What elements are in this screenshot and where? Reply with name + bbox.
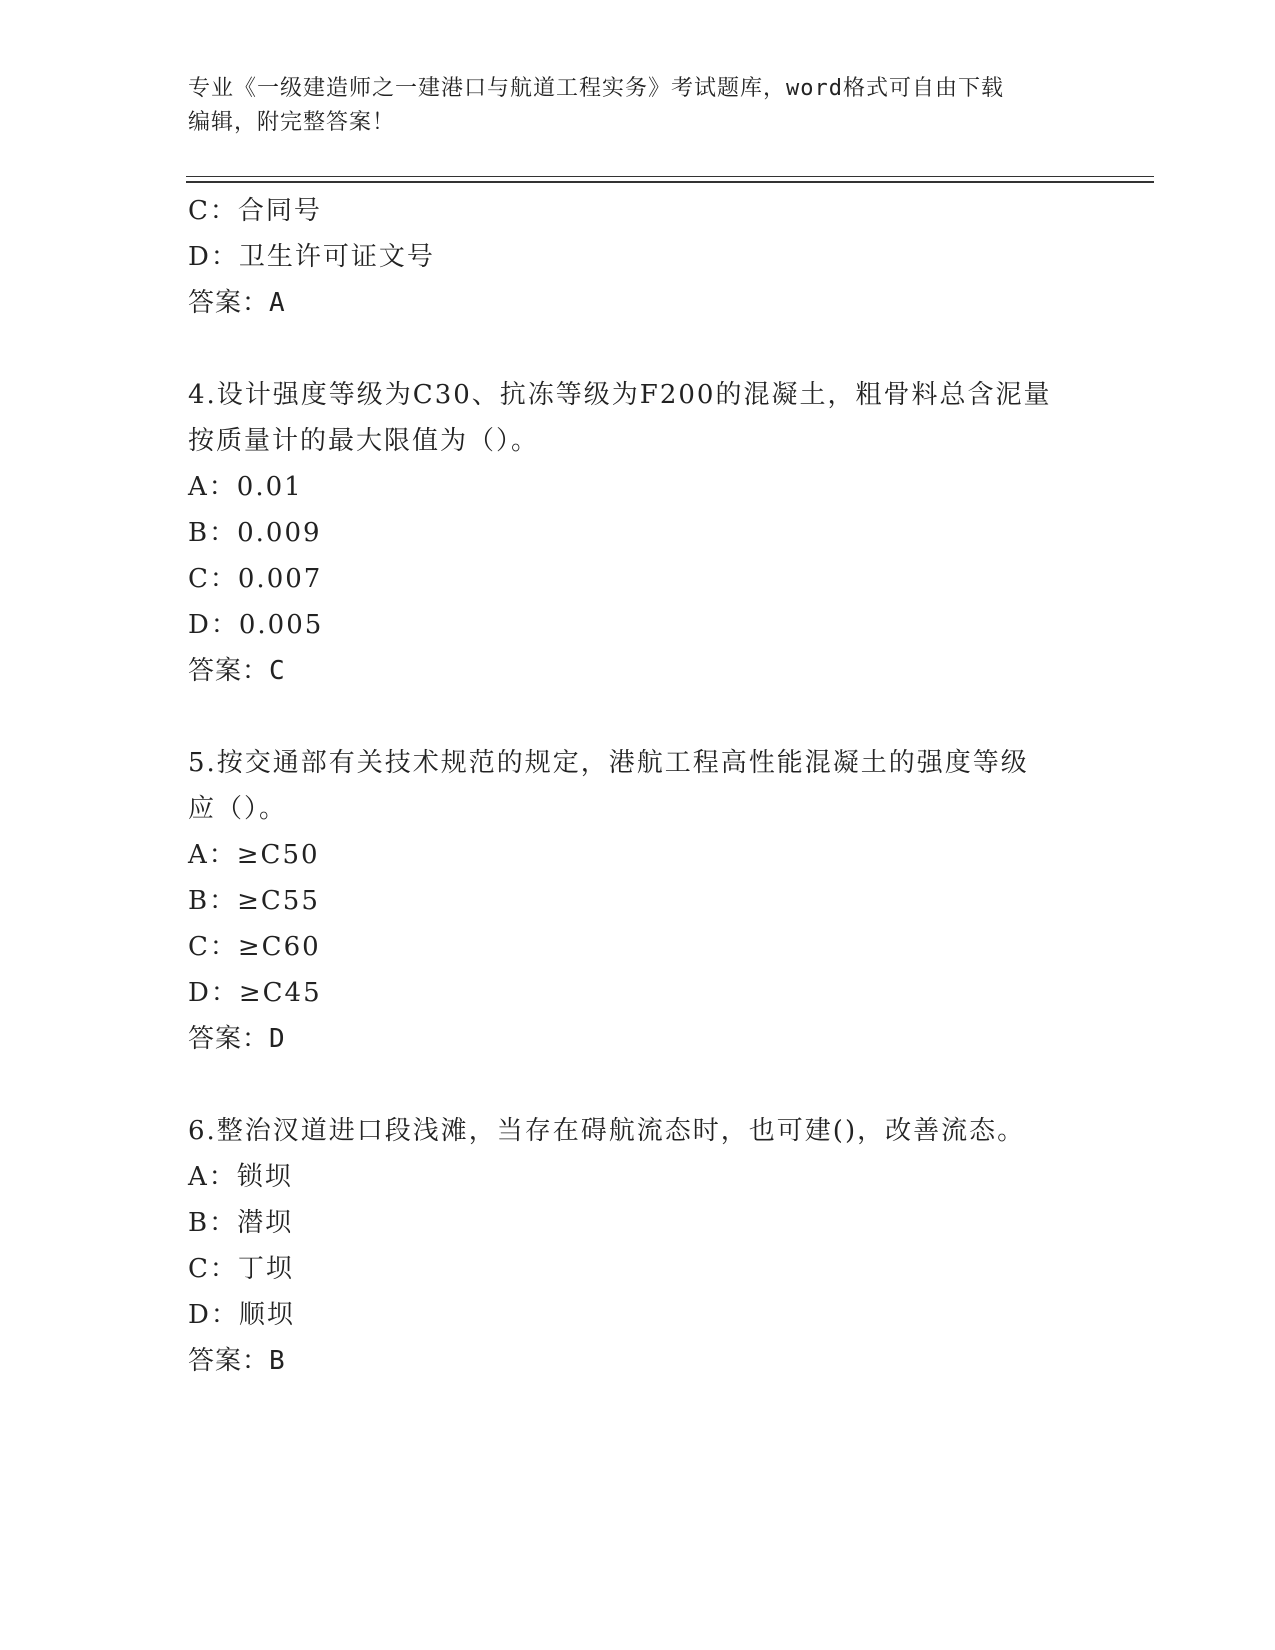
question-4-option-a: A：0.01 bbox=[188, 472, 303, 502]
question-4-text-line-1: 4.设计强度等级为C30、抗冻等级为F200的混凝土，粗骨料总含泥量 bbox=[188, 380, 1052, 410]
question-5-option-d: D：≥C45 bbox=[188, 978, 322, 1008]
question-5-text-line-2: 应（）。 bbox=[188, 794, 288, 824]
question-5-option-c: C：≥C60 bbox=[188, 932, 321, 962]
spacer bbox=[188, 326, 1088, 372]
question-6-option-c: C：丁坝 bbox=[188, 1254, 294, 1284]
question-5-option-a: A：≥C50 bbox=[188, 840, 320, 870]
header-divider-thick bbox=[186, 181, 1154, 183]
question-6-option-b: B：潜坝 bbox=[188, 1208, 294, 1238]
question-4-option-b: B：0.009 bbox=[188, 518, 322, 548]
page-header bbox=[188, 72, 1068, 140]
option-d: D：卫生许可证文号 bbox=[188, 242, 435, 272]
header-line-1: 专业《一级建造师之一建港口与航道工程实务》考试题库，word格式可自由下载 bbox=[188, 76, 1004, 101]
question-5-answer: 答案：D bbox=[188, 1024, 286, 1054]
question-6-text-line-1: 6.整治汊道进口段浅滩，当存在碍航流态时，也可建()，改善流态。 bbox=[188, 1116, 1026, 1146]
question-4-answer: 答案：C bbox=[188, 656, 286, 686]
question-6-option-d: D：顺坝 bbox=[188, 1300, 295, 1330]
question-4-text-line-2: 按质量计的最大限值为（）。 bbox=[188, 426, 540, 456]
question-5-option-b: B：≥C55 bbox=[188, 886, 320, 916]
option-c: C：合同号 bbox=[188, 196, 322, 226]
spacer bbox=[188, 1062, 1088, 1108]
question-6-option-a: A：锁坝 bbox=[188, 1162, 293, 1192]
question-6-answer: 答案：B bbox=[188, 1346, 286, 1376]
header-line-2: 编辑，附完整答案！ bbox=[188, 110, 396, 135]
spacer bbox=[188, 694, 1088, 740]
header-divider-thin bbox=[186, 176, 1154, 177]
question-4-option-c: C：0.007 bbox=[188, 564, 323, 594]
question-5-text-line-1: 5.按交通部有关技术规范的规定，港航工程高性能混凝土的强度等级 bbox=[188, 748, 1029, 778]
question-list bbox=[188, 188, 1088, 1384]
question-4-option-d: D：0.005 bbox=[188, 610, 324, 640]
answer-line: 答案：A bbox=[188, 288, 286, 318]
